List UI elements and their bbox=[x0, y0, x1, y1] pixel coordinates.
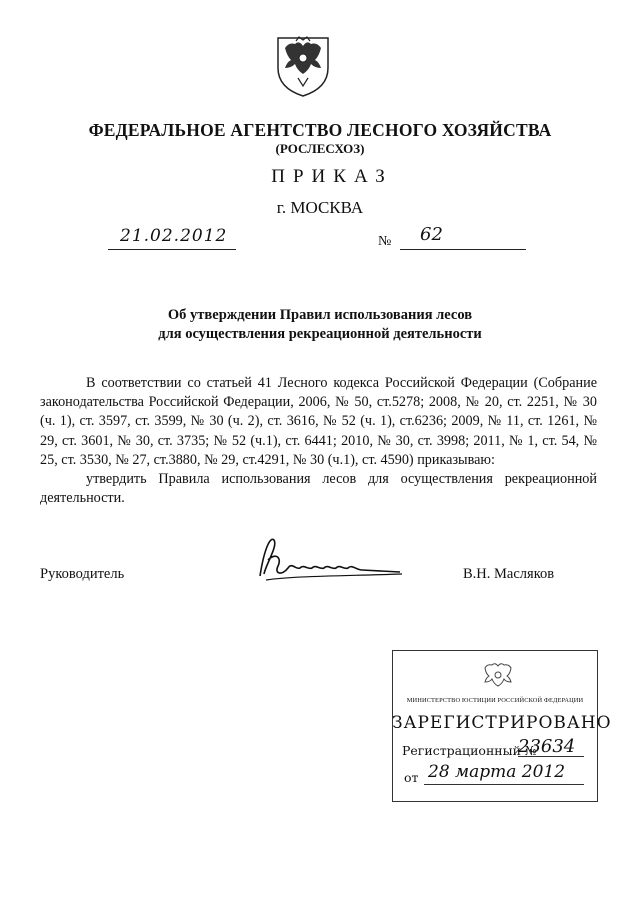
stamp-reg-number: 23634 bbox=[518, 736, 576, 757]
number-underline bbox=[400, 231, 526, 250]
stamp-registered: ЗАРЕГИСТРИРОВАНО bbox=[392, 713, 612, 733]
order-body bbox=[40, 374, 597, 508]
number-label: № bbox=[378, 234, 392, 249]
stamp-reg-label: Регистрационный № bbox=[402, 743, 537, 758]
order-number: 62 bbox=[420, 224, 443, 245]
signatory-title: Руководитель bbox=[40, 566, 125, 582]
stamp-date-underline bbox=[424, 784, 584, 785]
agency-name: ФЕДЕРАЛЬНОЕ АГЕНТСТВО ЛЕСНОГО ХОЗЯЙСТВА bbox=[88, 120, 552, 140]
city: г. МОСКВА bbox=[276, 198, 364, 217]
subject-line-1: Об утверждении Правил использования лесов bbox=[167, 307, 473, 323]
stamp-registration-date: 28 марта 2012 bbox=[428, 762, 566, 782]
body-paragraph: утвердить Правила использования лесов для осуществления рекреационной деятельности. bbox=[40, 471, 597, 507]
coat-of-arms-emblem bbox=[272, 28, 334, 98]
stamp-reg-underline bbox=[518, 756, 584, 757]
stamp-ministry: МИНИСТЕРСТВО ЮСТИЦИИ РОССИЙСКОЙ ФЕДЕРАЦИИ bbox=[406, 697, 584, 704]
document-type: ПРИКАЗ bbox=[271, 166, 393, 187]
signatory-name: В.Н. Масляков bbox=[463, 566, 555, 582]
agency-abbreviation: (РОСЛЕСХОЗ) bbox=[275, 141, 365, 156]
order-subject bbox=[0, 306, 640, 344]
order-date: 21.02.2012 bbox=[120, 226, 228, 246]
subject-line-2: для осуществления рекреационной деятельности bbox=[158, 326, 482, 342]
handwritten-signature bbox=[252, 530, 412, 586]
stamp-emblem-icon bbox=[482, 660, 514, 694]
stamp-from-label: от bbox=[404, 770, 419, 785]
body-paragraph: В соответствии со статьей 41 Лесного кодекса Российской Федерации (Собрание законодательства Российской Федерации, 2006, № 50, ст.5278; 2008, № 20, ст. 2251, № 30 (ч. 1), ст. 3597, ст. 3599, № 30 (ч. 2), ст. 3616, № 52 (ч. 1), ст.6236; 2009, № 11, ст. 1261, № 29, ст. 3601, № 30, ст. 3735; № 52 (ч.1), ст. 6441; 2010, № 30, ст. 3998; 2011, № 1, ст. 54, № 25, ст. 3530, № 27, ст.3880, № 29, ст.4291, № 30 (ч.1), ст. 4590) приказываю: bbox=[40, 375, 597, 468]
